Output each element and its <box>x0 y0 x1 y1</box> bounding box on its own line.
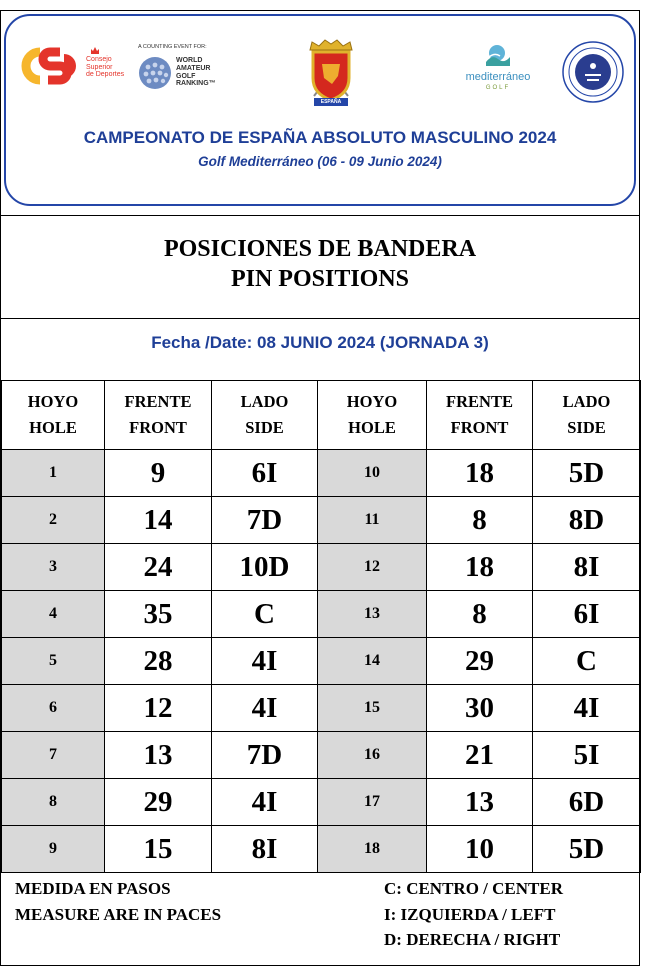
side-position: 7D <box>212 732 318 779</box>
hole-number: 2 <box>2 497 105 544</box>
wagr-line3: GOLF <box>176 72 196 80</box>
table-row <box>2 591 641 638</box>
legend-left: I: IZQUIERDA / LEFT <box>384 904 556 924</box>
pin-sheet <box>0 10 640 966</box>
csd-line1: Consejo <box>86 56 112 63</box>
rfeg-crest <box>300 38 362 110</box>
legend-right: D: DERECHA / RIGHT <box>384 930 561 949</box>
header-front: FRENTE FRONT <box>427 381 533 450</box>
header-box <box>4 14 636 206</box>
mediterraneo-golf-logo <box>458 44 538 104</box>
front-distance: 29 <box>427 638 533 685</box>
header-hole: HOYO HOLE <box>318 381 427 450</box>
side-position: 6D <box>533 779 641 826</box>
side-position: 4I <box>212 638 318 685</box>
side-position: C <box>533 638 641 685</box>
front-distance: 14 <box>105 497 212 544</box>
hole-number: 17 <box>318 779 427 826</box>
federation-seal <box>561 40 625 104</box>
table-row <box>2 732 641 779</box>
hole-number: 11 <box>318 497 427 544</box>
front-distance: 18 <box>427 450 533 497</box>
header-hole: HOYO HOLE <box>2 381 105 450</box>
hole-number: 4 <box>2 591 105 638</box>
wagr-line1: WORLD <box>176 57 203 64</box>
side-position: 5D <box>533 826 641 873</box>
divider <box>1 318 639 319</box>
hole-number: 13 <box>318 591 427 638</box>
seal-icon <box>561 40 625 104</box>
side-position: 8I <box>533 544 641 591</box>
side-position: 8I <box>212 826 318 873</box>
side-position: 4I <box>212 779 318 826</box>
table-row <box>2 685 641 732</box>
round-date: Fecha /Date: 08 JUNIO 2024 (JORNADA 3) <box>151 333 489 352</box>
wave-icon <box>482 44 512 68</box>
side-position: 5D <box>533 450 641 497</box>
measure-note-es: MEDIDA EN PASOS <box>15 879 171 898</box>
side-legend <box>384 876 563 953</box>
header-side: LADO SIDE <box>533 381 641 450</box>
divider <box>1 215 639 216</box>
table-row <box>2 779 641 826</box>
mediterraneo-name: mediterráneo <box>465 71 531 83</box>
hole-number: 12 <box>318 544 427 591</box>
hole-number: 15 <box>318 685 427 732</box>
hole-number: 1 <box>2 450 105 497</box>
front-distance: 8 <box>427 591 533 638</box>
table-row <box>2 450 641 497</box>
front-distance: 24 <box>105 544 212 591</box>
championship-subtitle: Golf Mediterráneo (06 - 09 Junio 2024) <box>198 154 442 169</box>
side-position: 4I <box>533 685 641 732</box>
table-row <box>2 826 641 873</box>
table-row <box>2 544 641 591</box>
hole-number: 14 <box>318 638 427 685</box>
page-title-en: PIN POSITIONS <box>230 266 410 292</box>
mediterraneo-sub: GOLF <box>485 85 511 91</box>
csd-mark-icon <box>20 46 82 86</box>
csd-line3: de Deportes <box>86 71 125 78</box>
side-position: 6I <box>212 450 318 497</box>
side-position: 8D <box>533 497 641 544</box>
table-header-row <box>2 381 641 450</box>
front-distance: 29 <box>105 779 212 826</box>
csd-line2: Superior <box>86 63 113 71</box>
championship-title: CAMPEONATO DE ESPAÑA ABSOLUTO MASCULINO 2024 <box>83 128 557 147</box>
side-position: 6I <box>533 591 641 638</box>
golf-ball-icon <box>138 56 172 90</box>
measure-note <box>15 876 221 927</box>
hole-number: 3 <box>2 544 105 591</box>
front-distance: 21 <box>427 732 533 779</box>
hole-number: 8 <box>2 779 105 826</box>
front-distance: 35 <box>105 591 212 638</box>
hole-number: 18 <box>318 826 427 873</box>
crown-icon <box>90 46 100 55</box>
legend-center: C: CENTRO / CENTER <box>384 879 563 898</box>
hole-number: 10 <box>318 450 427 497</box>
front-distance: 15 <box>105 826 212 873</box>
csd-logo <box>20 46 130 86</box>
hole-number: 9 <box>2 826 105 873</box>
header-front: FRENTE FRONT <box>105 381 212 450</box>
front-distance: 13 <box>427 779 533 826</box>
hole-number: 16 <box>318 732 427 779</box>
front-distance: 18 <box>427 544 533 591</box>
table-row <box>2 497 641 544</box>
wagr-line2: AMATEUR <box>176 64 211 72</box>
wagr-line4: RANKING™ <box>176 80 216 88</box>
front-distance: 8 <box>427 497 533 544</box>
side-position: 5I <box>533 732 641 779</box>
side-position: 10D <box>212 544 318 591</box>
wagr-tagline: A COUNTING EVENT FOR: <box>138 44 207 50</box>
side-position: 4I <box>212 685 318 732</box>
wagr-logo <box>138 44 228 104</box>
pin-positions-table <box>1 380 641 873</box>
side-position: 7D <box>212 497 318 544</box>
measure-note-en: MEASURE ARE IN PACES <box>15 904 222 924</box>
rfeg-banner: ESPAÑA <box>320 99 342 105</box>
page-title-es: POSICIONES DE BANDERA <box>163 236 477 262</box>
front-distance: 13 <box>105 732 212 779</box>
front-distance: 9 <box>105 450 212 497</box>
table-row <box>2 638 641 685</box>
front-distance: 10 <box>427 826 533 873</box>
hole-number: 5 <box>2 638 105 685</box>
side-position: C <box>212 591 318 638</box>
hole-number: 6 <box>2 685 105 732</box>
front-distance: 12 <box>105 685 212 732</box>
sponsor-logos <box>6 16 634 126</box>
hole-number: 7 <box>2 732 105 779</box>
front-distance: 28 <box>105 638 212 685</box>
front-distance: 30 <box>427 685 533 732</box>
header-side: LADO SIDE <box>212 381 318 450</box>
